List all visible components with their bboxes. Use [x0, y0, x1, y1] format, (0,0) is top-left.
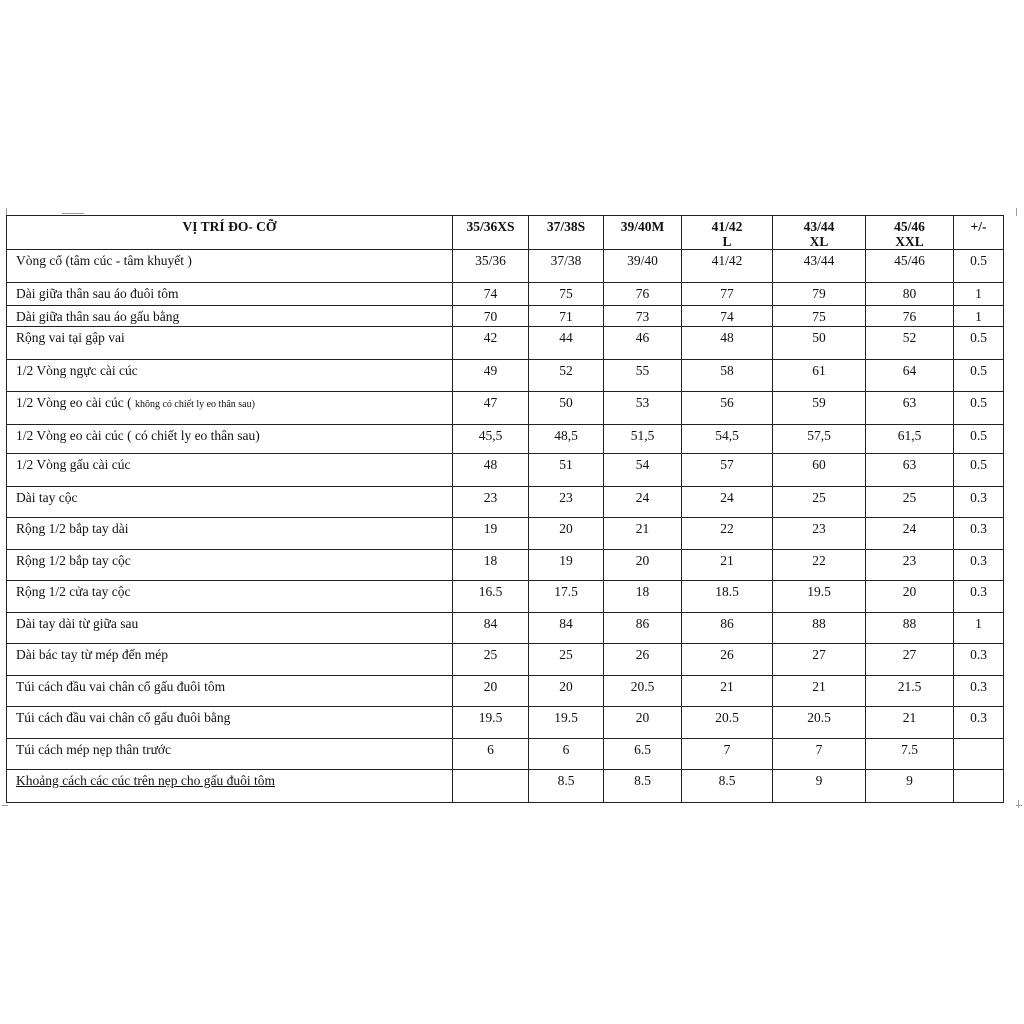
measurement-label	[7, 283, 453, 306]
size-value-cell: 23	[529, 487, 604, 518]
size-value-cell: 70	[453, 306, 529, 327]
header-tolerance	[954, 216, 1004, 250]
size-value-cell: 73	[604, 306, 682, 327]
size-value-cell: 57,5	[773, 425, 866, 454]
table-row	[7, 676, 1004, 707]
size-value-cell: 21	[773, 676, 866, 707]
size-value-cell: 51	[529, 454, 604, 487]
size-value-cell: 50	[773, 327, 866, 360]
table-row	[7, 644, 1004, 676]
table-row	[7, 518, 1004, 550]
measurement-label-text: Dài bác tay từ mép đến mép	[16, 647, 169, 662]
header-line-2: L	[722, 234, 732, 249]
size-value-cell: 24	[604, 487, 682, 518]
size-value-cell: 88	[866, 613, 954, 644]
measurement-label-text: Dài giữa thân sau áo đuôi tôm	[16, 286, 179, 301]
measurement-label	[7, 487, 453, 518]
size-value-cell: 0.5	[954, 250, 1004, 283]
measurement-label-text: Khoảng cách các cúc trên nẹp cho gấu đuôi tôm	[16, 773, 276, 788]
size-value-cell: 47	[453, 392, 529, 425]
measurement-label	[7, 306, 453, 327]
size-value-cell: 77	[682, 283, 773, 306]
size-value-cell: 21	[866, 707, 954, 739]
size-value-cell: 20.5	[604, 676, 682, 707]
size-value-cell: 26	[682, 644, 773, 676]
size-value-cell	[954, 739, 1004, 770]
measurement-label	[7, 581, 453, 613]
size-value-cell: 0.3	[954, 707, 1004, 739]
table-row	[7, 306, 1004, 327]
size-value-cell: 27	[773, 644, 866, 676]
size-value-cell: 20	[529, 518, 604, 550]
header-line-2: XXL	[895, 234, 924, 249]
size-value-cell: 80	[866, 283, 954, 306]
size-value-cell: 0.3	[954, 487, 1004, 518]
size-value-cell: 0.3	[954, 644, 1004, 676]
size-value-cell: 1	[954, 613, 1004, 644]
size-value-cell: 23	[866, 550, 954, 581]
size-value-cell: 1	[954, 283, 1004, 306]
size-value-cell: 48,5	[529, 425, 604, 454]
measurement-label-text: Túi cách mép nẹp thân trước	[16, 742, 172, 757]
size-value-cell: 76	[604, 283, 682, 306]
size-value-cell: 24	[682, 487, 773, 518]
size-value-cell: 24	[866, 518, 954, 550]
size-value-cell: 0.3	[954, 550, 1004, 581]
size-value-cell: 17.5	[529, 581, 604, 613]
size-value-cell: 52	[866, 327, 954, 360]
measurement-label-text: Rộng 1/2 bắp tay dài	[16, 521, 129, 536]
size-value-cell: 18	[604, 581, 682, 613]
table-row	[7, 327, 1004, 360]
size-value-cell: 6	[529, 739, 604, 770]
size-value-cell: 0.5	[954, 392, 1004, 425]
measurement-label-text: Vòng cổ (tâm cúc - tâm khuyết )	[16, 253, 192, 268]
measurement-label-text: Túi cách đầu vai chân cổ gấu đuôi tôm	[16, 679, 226, 694]
size-value-cell: 0.5	[954, 360, 1004, 392]
size-value-cell: 48	[682, 327, 773, 360]
size-value-cell: 63	[866, 454, 954, 487]
size-value-cell: 7.5	[866, 739, 954, 770]
size-value-cell: 19.5	[529, 707, 604, 739]
measurement-label	[7, 327, 453, 360]
size-value-cell: 25	[866, 487, 954, 518]
table-row	[7, 770, 1004, 803]
size-value-cell: 1	[954, 306, 1004, 327]
measurement-note: không có chiết ly eo thân sau)	[134, 399, 255, 410]
size-value-cell	[954, 770, 1004, 803]
size-value-cell: 42	[453, 327, 529, 360]
size-value-cell: 7	[682, 739, 773, 770]
size-value-cell: 27	[866, 644, 954, 676]
measurement-label-text: Dài tay cộc	[16, 490, 78, 505]
ruler-mark	[62, 213, 84, 214]
size-value-cell: 19.5	[773, 581, 866, 613]
size-value-cell: 23	[773, 518, 866, 550]
size-value-cell: 48	[453, 454, 529, 487]
size-value-cell: 75	[529, 283, 604, 306]
size-value-cell: 6	[453, 739, 529, 770]
size-value-cell: 51,5	[604, 425, 682, 454]
header-size-s	[529, 216, 604, 250]
header-line-1: 35/36XS	[466, 219, 515, 234]
size-value-cell	[453, 770, 529, 803]
size-value-cell: 25	[453, 644, 529, 676]
size-value-cell: 20	[866, 581, 954, 613]
measurement-label-text: Rộng 1/2 cửa tay cộc	[16, 584, 131, 599]
measurement-label	[7, 613, 453, 644]
size-value-cell: 76	[866, 306, 954, 327]
size-value-cell: 59	[773, 392, 866, 425]
header-size-l	[682, 216, 773, 250]
measurement-label-text: Dài tay dài từ giữa sau	[16, 616, 139, 631]
size-value-cell: 18.5	[682, 581, 773, 613]
measurement-label	[7, 392, 453, 425]
size-value-cell: 21	[604, 518, 682, 550]
size-value-cell: 16.5	[453, 581, 529, 613]
size-value-cell: 6.5	[604, 739, 682, 770]
header-line-1: 45/46	[894, 219, 925, 234]
ruler-mark	[1018, 800, 1019, 808]
size-value-cell: 54,5	[682, 425, 773, 454]
size-value-cell: 20.5	[773, 707, 866, 739]
size-value-cell: 19.5	[453, 707, 529, 739]
size-value-cell: 8.5	[529, 770, 604, 803]
size-value-cell: 56	[682, 392, 773, 425]
measurement-label	[7, 250, 453, 283]
header-line-1: 41/42	[711, 219, 743, 234]
size-value-cell: 8.5	[682, 770, 773, 803]
size-value-cell: 20.5	[682, 707, 773, 739]
size-value-cell: 9	[866, 770, 954, 803]
header-position	[7, 216, 453, 250]
size-value-cell: 7	[773, 739, 866, 770]
size-value-cell: 26	[604, 644, 682, 676]
size-value-cell: 43/44	[773, 250, 866, 283]
measurement-label	[7, 518, 453, 550]
table-row	[7, 487, 1004, 518]
measurement-label	[7, 644, 453, 676]
measurement-label	[7, 676, 453, 707]
size-value-cell: 54	[604, 454, 682, 487]
size-value-cell: 20	[604, 550, 682, 581]
size-value-cell: 61	[773, 360, 866, 392]
size-value-cell: 86	[682, 613, 773, 644]
size-value-cell: 19	[529, 550, 604, 581]
measurement-label	[7, 360, 453, 392]
size-value-cell: 74	[453, 283, 529, 306]
measurement-label-text: 1/2 Vòng ngực cài cúc	[16, 363, 138, 378]
table-row	[7, 581, 1004, 613]
size-value-cell: 49	[453, 360, 529, 392]
size-value-cell: 22	[682, 518, 773, 550]
size-value-cell: 20	[529, 676, 604, 707]
size-value-cell: 52	[529, 360, 604, 392]
size-value-cell: 60	[773, 454, 866, 487]
header-line-2: XL	[809, 234, 829, 249]
header-size-xl	[773, 216, 866, 250]
measurement-label	[7, 739, 453, 770]
header-line-1: 39/40M	[620, 219, 665, 234]
size-value-cell: 86	[604, 613, 682, 644]
table-row	[7, 454, 1004, 487]
table-row	[7, 283, 1004, 306]
size-value-cell: 0.5	[954, 454, 1004, 487]
size-value-cell: 58	[682, 360, 773, 392]
table-row	[7, 707, 1004, 739]
measurement-label-text: Túi cách đầu vai chân cổ gấu đuôi bằng	[16, 710, 231, 725]
size-value-cell: 79	[773, 283, 866, 306]
table-body	[7, 250, 1004, 803]
measurement-label-text: Rộng 1/2 bắp tay cộc	[16, 553, 131, 568]
measurement-label	[7, 550, 453, 581]
size-value-cell: 41/42	[682, 250, 773, 283]
table-row	[7, 550, 1004, 581]
size-value-cell: 23	[453, 487, 529, 518]
header-line-1: VỊ TRÍ ĐO- CỠ	[182, 219, 277, 234]
ruler-mark	[1016, 208, 1017, 216]
size-value-cell: 22	[773, 550, 866, 581]
measurement-label-text: Rộng vai tại gập vai	[16, 330, 125, 345]
table-row	[7, 613, 1004, 644]
size-value-cell: 20	[604, 707, 682, 739]
header-line-1: 43/44	[803, 219, 835, 234]
size-value-cell: 35/36	[453, 250, 529, 283]
size-value-cell: 53	[604, 392, 682, 425]
size-value-cell: 21.5	[866, 676, 954, 707]
size-value-cell: 55	[604, 360, 682, 392]
measurement-label-text: 1/2 Vòng gấu cài cúc	[16, 457, 131, 472]
size-value-cell: 61,5	[866, 425, 954, 454]
table-row	[7, 250, 1004, 283]
size-value-cell: 21	[682, 550, 773, 581]
header-size-xs	[453, 216, 529, 250]
size-value-cell: 19	[453, 518, 529, 550]
size-value-cell: 20	[453, 676, 529, 707]
size-value-cell: 25	[773, 487, 866, 518]
size-value-cell: 64	[866, 360, 954, 392]
size-value-cell: 0.5	[954, 327, 1004, 360]
measurement-label-text: Dài giữa thân sau áo gấu bằng	[16, 309, 180, 324]
size-value-cell: 44	[529, 327, 604, 360]
measurement-label	[7, 770, 453, 803]
measurement-label-text: 1/2 Vòng eo cài cúc ( có chiết ly eo thân sau)	[16, 428, 260, 443]
measurement-label-text: 1/2 Vòng eo cài cúc (	[16, 395, 135, 410]
size-value-cell: 71	[529, 306, 604, 327]
measurement-label	[7, 707, 453, 739]
table-row	[7, 392, 1004, 425]
ruler-mark	[2, 805, 8, 806]
size-value-cell: 84	[529, 613, 604, 644]
size-value-cell: 50	[529, 392, 604, 425]
header-line-1: 37/38S	[546, 219, 586, 234]
header-size-xxl	[866, 216, 954, 250]
ruler-mark	[1016, 805, 1022, 806]
size-value-cell: 88	[773, 613, 866, 644]
size-value-cell: 18	[453, 550, 529, 581]
size-value-cell: 37/38	[529, 250, 604, 283]
header-size-m	[604, 216, 682, 250]
size-value-cell: 25	[529, 644, 604, 676]
size-value-cell: 45,5	[453, 425, 529, 454]
header-row	[7, 216, 1004, 250]
size-spec-table	[6, 215, 1004, 803]
size-value-cell: 0.3	[954, 581, 1004, 613]
size-value-cell: 0.5	[954, 425, 1004, 454]
size-value-cell: 84	[453, 613, 529, 644]
table-row	[7, 425, 1004, 454]
size-value-cell: 0.3	[954, 518, 1004, 550]
size-value-cell: 39/40	[604, 250, 682, 283]
size-value-cell: 45/46	[866, 250, 954, 283]
size-value-cell: 0.3	[954, 676, 1004, 707]
size-value-cell: 9	[773, 770, 866, 803]
size-value-cell: 8.5	[604, 770, 682, 803]
size-value-cell: 46	[604, 327, 682, 360]
table-row	[7, 739, 1004, 770]
measurement-label	[7, 454, 453, 487]
size-value-cell: 74	[682, 306, 773, 327]
size-value-cell: 57	[682, 454, 773, 487]
size-value-cell: 21	[682, 676, 773, 707]
size-value-cell: 75	[773, 306, 866, 327]
size-value-cell: 63	[866, 392, 954, 425]
header-line-1: +/-	[970, 219, 987, 234]
measurement-label	[7, 425, 453, 454]
table-row	[7, 360, 1004, 392]
